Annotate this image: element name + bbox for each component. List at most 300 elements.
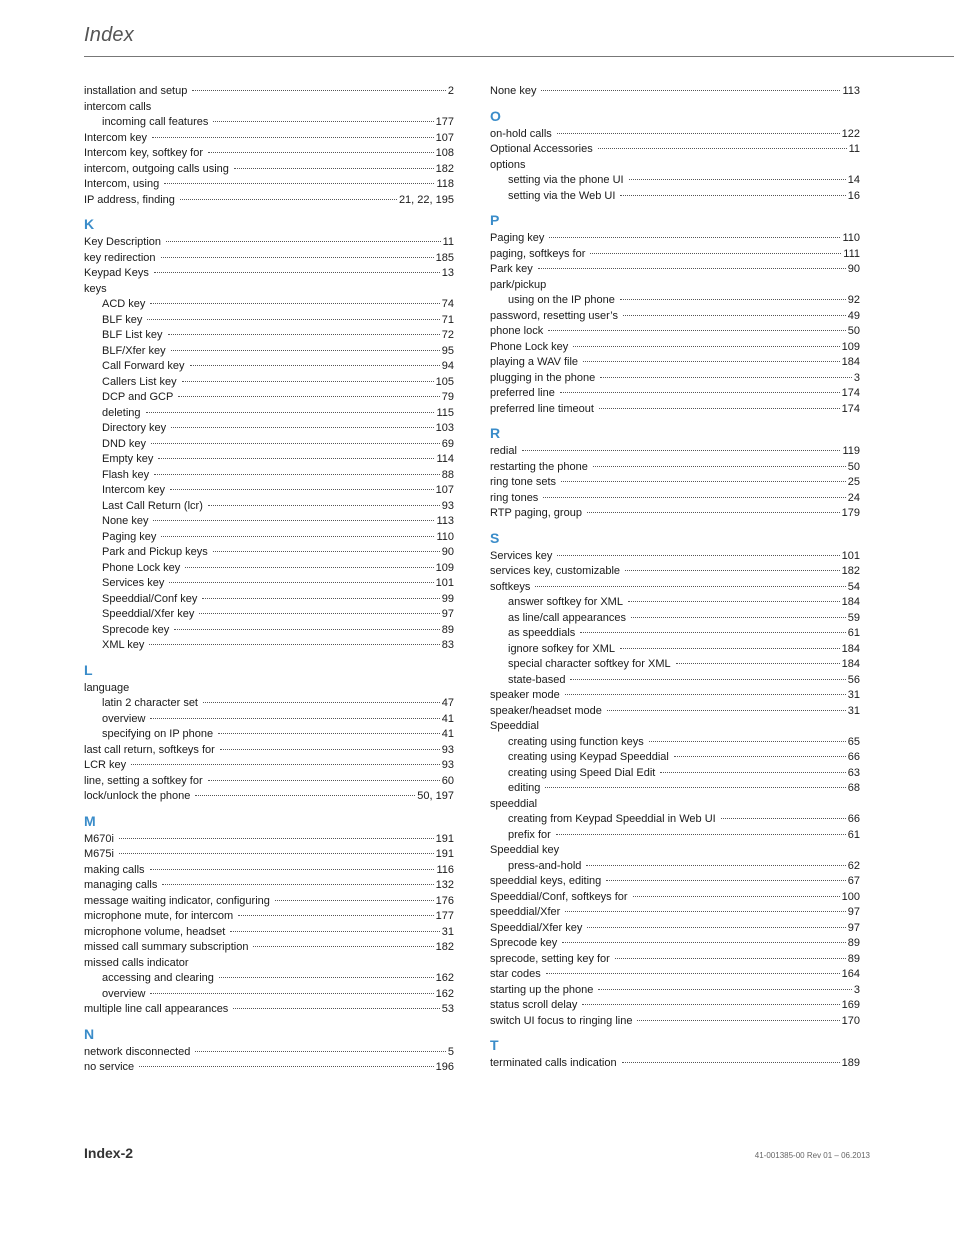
page-reference: 11: [442, 236, 454, 248]
index-subentry: [84, 313, 454, 329]
dot-leader: [620, 648, 840, 649]
index-term: prefix for: [508, 828, 551, 841]
index-term: creating using Speed Dial Edit: [508, 766, 656, 779]
page-reference: 184: [841, 642, 860, 655]
index-term: sprecode, setting key for: [490, 952, 610, 965]
index-term: last call return, softkeys for: [84, 743, 215, 756]
dot-leader: [164, 183, 434, 184]
index-subentry: [84, 712, 454, 728]
index-term: speeddial: [490, 797, 538, 810]
index-term: no service: [84, 1061, 135, 1073]
page-reference: 62: [847, 859, 860, 872]
index-term: Directory key: [102, 422, 167, 434]
page-reference: 66: [847, 751, 860, 763]
index-letter-heading: K: [84, 216, 95, 232]
index-term: as line/call appearances: [508, 611, 627, 624]
index-term: M675i: [84, 848, 114, 860]
dot-leader: [623, 315, 846, 316]
dot-leader: [171, 427, 433, 428]
index-subentry: [490, 657, 860, 673]
page-reference: 122: [841, 127, 860, 140]
index-term: multiple line call appearances: [84, 1003, 229, 1015]
index-entry: [490, 890, 860, 906]
index-term: None key: [102, 515, 149, 527]
index-subentry: [490, 642, 860, 658]
dot-leader: [185, 567, 433, 568]
dot-leader: [171, 350, 440, 351]
dot-leader: [161, 536, 434, 537]
index-subentry: [84, 390, 454, 406]
dot-leader: [150, 303, 439, 304]
index-term: keys: [84, 282, 107, 295]
dot-leader: [587, 927, 845, 928]
page-reference: 100: [841, 890, 860, 903]
index-term: Services key: [102, 577, 165, 589]
index-term: preferred line: [490, 387, 555, 399]
page-reference: 182: [435, 941, 454, 953]
index-term: special character softkey for XML: [508, 658, 671, 670]
dot-leader: [562, 942, 845, 943]
page-reference: 176: [435, 894, 454, 907]
page-reference: 31: [441, 925, 454, 938]
index-subentry: [490, 828, 860, 844]
index-term: Callers List key: [102, 375, 177, 388]
dot-leader: [615, 958, 846, 959]
index-term: ACD key: [102, 298, 146, 310]
index-term: accessing and clearing: [102, 972, 214, 984]
index-subentry: [84, 727, 454, 743]
page-reference: 65: [847, 735, 860, 748]
dot-leader: [649, 741, 846, 742]
index-entry: [84, 758, 454, 774]
dot-leader: [170, 489, 434, 490]
page-reference: 174: [841, 402, 860, 415]
dot-leader: [178, 396, 439, 397]
index-entry: [490, 309, 860, 325]
index-entry: [84, 832, 454, 848]
index-subentry: [490, 812, 860, 828]
dot-leader: [150, 869, 435, 870]
index-subentry: [490, 173, 860, 189]
index-entry: [84, 863, 454, 879]
dot-leader: [152, 137, 434, 138]
index-subentry: [84, 499, 454, 515]
dot-leader: [570, 679, 845, 680]
page-reference: 93: [441, 759, 454, 771]
page-reference: 169: [841, 999, 860, 1011]
index-term: on-hold calls: [490, 127, 552, 140]
page-reference: 118: [436, 178, 454, 190]
index-term: IP address, finding: [84, 193, 175, 206]
index-entry: [84, 146, 454, 162]
page-reference: 184: [841, 596, 860, 608]
index-term: press-and-hold: [508, 859, 582, 872]
index-entry: [84, 235, 454, 251]
page-reference: 97: [441, 608, 454, 620]
dot-leader: [560, 392, 840, 393]
index-term: Sprecode key: [102, 623, 170, 636]
index-subentry: [84, 545, 454, 561]
index-term: None key: [490, 85, 537, 97]
page-reference: 116: [436, 863, 454, 876]
index-entry: [490, 874, 860, 890]
index-subentry: [84, 344, 454, 360]
dot-leader: [168, 334, 440, 335]
dot-leader: [590, 253, 841, 254]
page-reference: 47: [441, 697, 454, 709]
dot-leader: [131, 764, 440, 765]
index-letter-heading: L: [84, 661, 93, 678]
index-entry: [84, 1045, 454, 1061]
index-term: restarting the phone: [490, 460, 588, 473]
dot-leader: [154, 272, 440, 273]
page-reference: 61: [847, 627, 860, 639]
index-entry: [84, 193, 454, 209]
index-term: state-based: [508, 673, 566, 686]
dot-leader: [275, 900, 434, 901]
index-entry: [84, 1060, 454, 1076]
index-subentry: [84, 375, 454, 391]
dot-leader: [565, 911, 845, 912]
index-entry: [490, 231, 860, 247]
index-term: network disconnected: [84, 1045, 191, 1058]
page-reference: 115: [436, 406, 454, 419]
index-term: lock/unlock the phone: [84, 790, 191, 802]
index-term: Optional Accessories: [490, 143, 593, 155]
index-term: message waiting indicator, configuring: [84, 894, 270, 907]
index-entry: [490, 278, 860, 294]
index-entry: [490, 371, 860, 387]
page-reference: 185: [435, 251, 454, 264]
index-term: Park and Pickup keys: [102, 546, 208, 558]
index-term: park/pickup: [490, 278, 547, 291]
page-reference: 132: [435, 879, 454, 891]
dot-leader: [199, 613, 439, 614]
page-reference: 97: [847, 921, 860, 934]
dot-leader: [166, 241, 441, 242]
index-term: Phone Lock key: [490, 340, 569, 353]
index-term: Paging key: [102, 530, 157, 543]
index-entry: [490, 386, 860, 402]
index-entry: [490, 936, 860, 952]
index-subentry: [84, 607, 454, 623]
index-term: line, setting a softkey for: [84, 774, 203, 787]
page-reference: 170: [841, 1014, 860, 1027]
index-subentry: [490, 673, 860, 689]
page-reference: 3: [853, 983, 860, 996]
index-entry: [490, 262, 860, 278]
dot-leader: [660, 772, 845, 773]
dot-leader: [620, 195, 845, 196]
index-term: DND key: [102, 437, 147, 450]
page-reference: 93: [441, 499, 454, 512]
page-reference: 94: [441, 360, 454, 372]
index-term: preferred line timeout: [490, 402, 594, 415]
dot-leader: [535, 586, 845, 587]
index-entry: [490, 905, 860, 921]
index-term: speaker mode: [490, 689, 560, 701]
page-reference: 111: [843, 247, 860, 260]
index-entry: [490, 843, 860, 859]
dot-leader: [545, 787, 845, 788]
index-term: specifying on IP phone: [102, 728, 214, 740]
index-subentry: [490, 766, 860, 782]
index-subentry: [490, 781, 860, 797]
index-term: editing: [508, 782, 541, 794]
index-entry: [490, 127, 860, 143]
index-term: Sprecode key: [490, 937, 558, 949]
index-term: RTP paging, group: [490, 507, 582, 519]
index-entry: [490, 142, 860, 158]
index-subentry: [84, 437, 454, 453]
index-subentry: [84, 483, 454, 499]
page-reference: 50: [847, 325, 860, 337]
dot-leader: [625, 570, 840, 571]
index-entry: [490, 340, 860, 356]
index-entry: [490, 1056, 860, 1072]
page-title: Index: [84, 24, 134, 46]
index-term: options: [490, 158, 526, 171]
page-reference: 110: [842, 232, 860, 244]
index-entry: [490, 402, 860, 418]
dot-leader: [169, 582, 433, 583]
dot-leader: [218, 733, 440, 734]
index-entry: [84, 956, 454, 972]
dot-leader: [162, 884, 433, 885]
page-reference: 191: [435, 832, 454, 845]
index-term: intercom calls: [84, 100, 152, 113]
page-reference: 103: [435, 422, 454, 434]
page-reference: 184: [841, 356, 860, 368]
index-term: incoming call features: [102, 116, 209, 128]
index-term: speeddial keys, editing: [490, 875, 602, 887]
dot-leader: [580, 632, 845, 633]
page-reference: 109: [435, 561, 454, 574]
index-entry: [490, 797, 860, 813]
index-entry: [490, 564, 860, 580]
index-term: starting up the phone: [490, 983, 594, 996]
index-term: playing a WAV file: [490, 356, 579, 368]
dot-leader: [549, 237, 840, 238]
index-entry: [84, 940, 454, 956]
page-reference: 99: [441, 592, 454, 605]
page-reference: 89: [441, 623, 454, 636]
index-term: star codes: [490, 968, 541, 980]
index-entry: [490, 355, 860, 371]
index-letter-heading: M: [84, 812, 96, 829]
dot-leader: [146, 412, 435, 413]
page-reference: 196: [435, 1061, 454, 1073]
index-subentry: [84, 514, 454, 530]
index-term: Last Call Return (lcr): [102, 499, 203, 512]
index-term: Intercom key, softkey for: [84, 147, 204, 159]
index-term: Flash key: [102, 468, 150, 481]
index-term: services key, customizable: [490, 565, 621, 577]
index-entry: [490, 475, 860, 491]
index-term: using on the IP phone: [508, 294, 615, 306]
page-reference: 107: [435, 484, 454, 496]
index-entry: [490, 460, 860, 476]
page-reference: 13: [441, 267, 454, 279]
page-reference: 110: [436, 530, 454, 543]
index-term: key redirection: [84, 251, 156, 264]
index-subentry: [84, 359, 454, 375]
page-reference: 164: [841, 968, 860, 980]
index-entry: [490, 719, 860, 735]
page-reference: 182: [841, 565, 860, 577]
dot-leader: [628, 601, 840, 602]
page-reference: 3: [853, 371, 860, 384]
index-term: as speeddials: [508, 627, 576, 639]
index-entry: [84, 925, 454, 941]
dot-leader: [598, 148, 847, 149]
index-entry: [490, 998, 860, 1014]
page-reference: 68: [847, 782, 860, 794]
page-reference: 182: [435, 162, 454, 175]
footer-page-number: Index-2: [84, 1145, 134, 1161]
dot-leader: [202, 598, 439, 599]
index-term: missed call summary subscription: [84, 941, 249, 953]
index-term: BLF key: [102, 313, 143, 326]
dot-leader: [119, 838, 434, 839]
index-subentry: [490, 735, 860, 751]
dot-leader: [219, 977, 434, 978]
dot-leader: [599, 408, 840, 409]
index-term: creating using Keypad Speeddial: [508, 751, 669, 763]
page-reference: 25: [847, 476, 860, 488]
index-term: intercom, outgoing calls using: [84, 162, 229, 175]
page-reference: 109: [841, 340, 860, 353]
dot-leader: [233, 1008, 439, 1009]
dot-leader: [600, 377, 852, 378]
page-reference: 41: [441, 728, 454, 740]
page-reference: 53: [441, 1003, 454, 1015]
index-entry: [490, 1014, 860, 1030]
dot-leader: [154, 474, 440, 475]
dot-leader: [674, 756, 846, 757]
index-entry: [490, 952, 860, 968]
index-subentry: [84, 696, 454, 712]
dot-leader: [149, 644, 439, 645]
page-reference: 162: [435, 987, 454, 1000]
dot-leader: [629, 179, 846, 180]
page-reference: 114: [436, 453, 454, 465]
index-entry: [84, 681, 454, 697]
index-subentry: [84, 421, 454, 437]
index-term: overview: [102, 712, 146, 725]
dot-leader: [548, 330, 846, 331]
page-reference: 72: [441, 329, 454, 341]
index-entry: [84, 774, 454, 790]
index-term: Key Description: [84, 236, 162, 248]
index-entry: [84, 177, 454, 193]
index-subentry: [490, 595, 860, 611]
dot-leader: [573, 346, 839, 347]
index-entry: [84, 909, 454, 925]
dot-leader: [208, 780, 440, 781]
index-term: XML key: [102, 639, 145, 651]
index-entry: [84, 282, 454, 298]
page-reference: 177: [435, 116, 454, 128]
dot-leader: [147, 319, 439, 320]
page-reference: 101: [841, 549, 860, 562]
dot-leader: [208, 505, 440, 506]
index-term: Intercom, using: [84, 178, 160, 190]
index-subentry: [490, 611, 860, 627]
index-term: Services key: [490, 549, 553, 562]
page-reference: 50: [847, 460, 860, 473]
index-term: Park key: [490, 263, 533, 275]
dot-leader: [195, 1051, 445, 1052]
index-entry: [490, 84, 860, 100]
dot-leader: [593, 466, 846, 467]
page-reference: 90: [847, 263, 860, 275]
index-term: making calls: [84, 863, 145, 876]
index-entry: [84, 162, 454, 178]
index-term: Speeddial/Xfer key: [102, 608, 195, 620]
index-entry: [84, 878, 454, 894]
index-term: setting via the phone UI: [508, 174, 624, 186]
page-reference: 89: [847, 952, 860, 965]
dot-leader: [607, 710, 846, 711]
page-reference: 69: [441, 437, 454, 450]
index-term: speaker/headset mode: [490, 704, 602, 717]
page-reference: 71: [441, 313, 454, 326]
dot-leader: [557, 555, 839, 556]
dot-leader: [622, 1062, 840, 1063]
dot-leader: [158, 458, 434, 459]
dot-leader: [150, 718, 439, 719]
page-reference: 63: [847, 766, 860, 779]
page-reference: 50, 197: [417, 790, 454, 802]
dot-leader: [192, 90, 446, 91]
index-term: ring tones: [490, 491, 539, 504]
page-reference: 83: [441, 639, 454, 651]
dot-leader: [598, 989, 852, 990]
page-reference: 93: [441, 743, 454, 756]
dot-leader: [238, 915, 433, 916]
index-term: microphone mute, for intercom: [84, 910, 234, 922]
index-term: setting via the Web UI: [508, 189, 616, 202]
dot-leader: [522, 450, 841, 451]
dot-leader: [253, 946, 433, 947]
index-letter-heading: P: [490, 212, 500, 228]
index-entry: [490, 324, 860, 340]
index-term: overview: [102, 987, 146, 1000]
dot-leader: [213, 121, 433, 122]
index-subentry: [84, 452, 454, 468]
index-subentry: [84, 987, 454, 1003]
index-entry: [84, 894, 454, 910]
index-term: Paging key: [490, 232, 545, 244]
index-column-right: [490, 84, 860, 1072]
dot-leader: [182, 381, 434, 382]
index-entry: [490, 983, 860, 999]
page-reference: 21, 22, 195: [398, 193, 454, 206]
dot-leader: [151, 443, 440, 444]
index-term: Intercom key: [102, 484, 165, 496]
dot-leader: [620, 299, 846, 300]
index-term: Speeddial: [490, 720, 539, 732]
dot-leader: [190, 365, 440, 366]
page-reference: 101: [435, 577, 454, 589]
page-reference: 191: [435, 848, 454, 860]
index-term: deleting: [102, 406, 141, 419]
index-term: plugging in the phone: [490, 371, 596, 384]
page-reference: 105: [435, 375, 454, 388]
dot-leader: [150, 993, 433, 994]
dot-leader: [556, 834, 846, 835]
